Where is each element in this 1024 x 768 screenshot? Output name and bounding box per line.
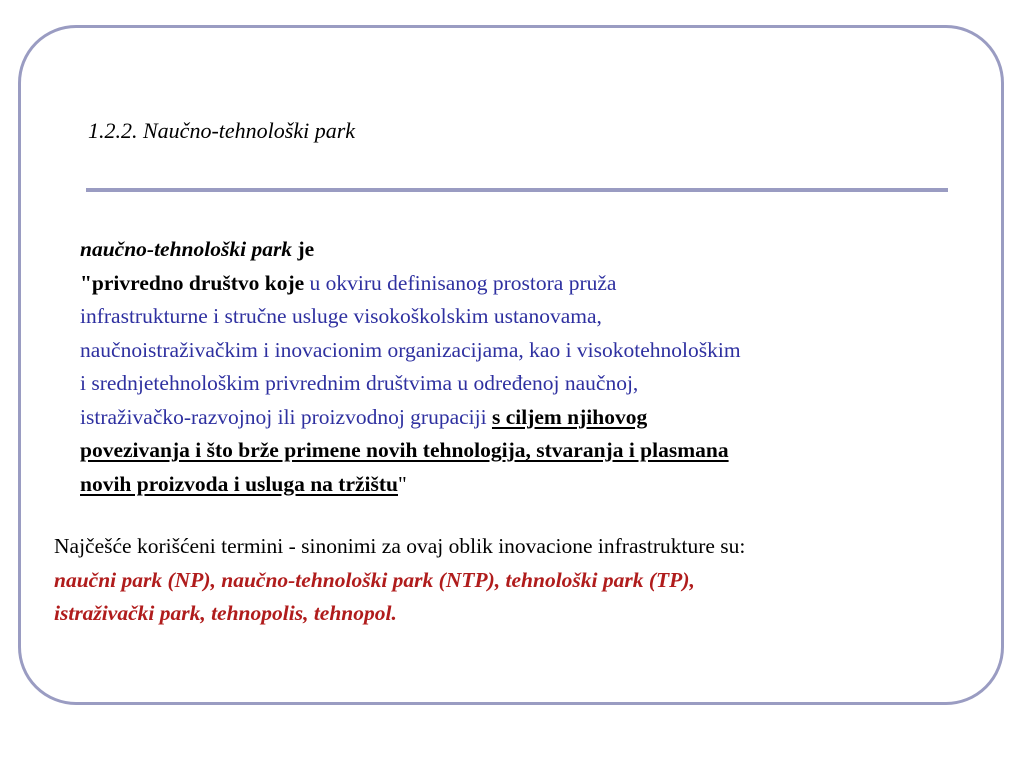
definition-underlined-text-3: novih proizvoda i usluga na tržištu	[80, 471, 398, 496]
definition-blue-text-1: u okviru definisanog prostora pruža	[304, 270, 617, 295]
definition-line-8	[80, 468, 960, 502]
definition-line-2	[80, 267, 960, 301]
defined-term: naučno-tehnološki park	[80, 237, 293, 261]
definition-underlined-text-1: s ciljem njihovog	[491, 404, 648, 429]
definition-paragraph	[80, 233, 960, 501]
synonyms-terms-line-1: naučni park (NP), naučno-tehnološki park (NTP), tehnološki park (TP),	[54, 567, 695, 592]
definition-closing-quote: "	[398, 471, 407, 496]
synonyms-intro: Najčešće korišćeni termini - sinonimi za ovaj oblik inovacione infrastrukture su:	[54, 534, 746, 558]
definition-verb: je	[292, 237, 315, 261]
definition-line-6	[80, 401, 960, 435]
definition-blue-text-3: naučnoistraživačkim i inovacionim organizacijama, kao i visokotehnološkim	[80, 337, 741, 362]
definition-blue-text-2: infrastrukturne i stručne usluge visokoškolskim ustanovama,	[80, 304, 602, 328]
definition-bold-start: "privredno društvo koje	[80, 270, 305, 295]
slide-title: 1.2.2. Naučno-tehnološki park	[88, 118, 356, 143]
definition-line-1	[80, 233, 960, 267]
synonyms-paragraph	[54, 530, 994, 631]
synonyms-terms-line-2: istraživački park, tehnopolis, tehnopol.	[54, 601, 397, 625]
title-divider	[86, 188, 948, 192]
definition-underlined-text-2: povezivanja i što brže primene novih tehnologija, stvaranja i plasmana	[80, 438, 729, 462]
definition-blue-text-5: istraživačko-razvojnoj ili proizvodnoj grupaciji	[80, 404, 492, 429]
definition-blue-text-4: i srednjetehnološkim privrednim društvima u određenoj naučnoj,	[80, 371, 639, 395]
